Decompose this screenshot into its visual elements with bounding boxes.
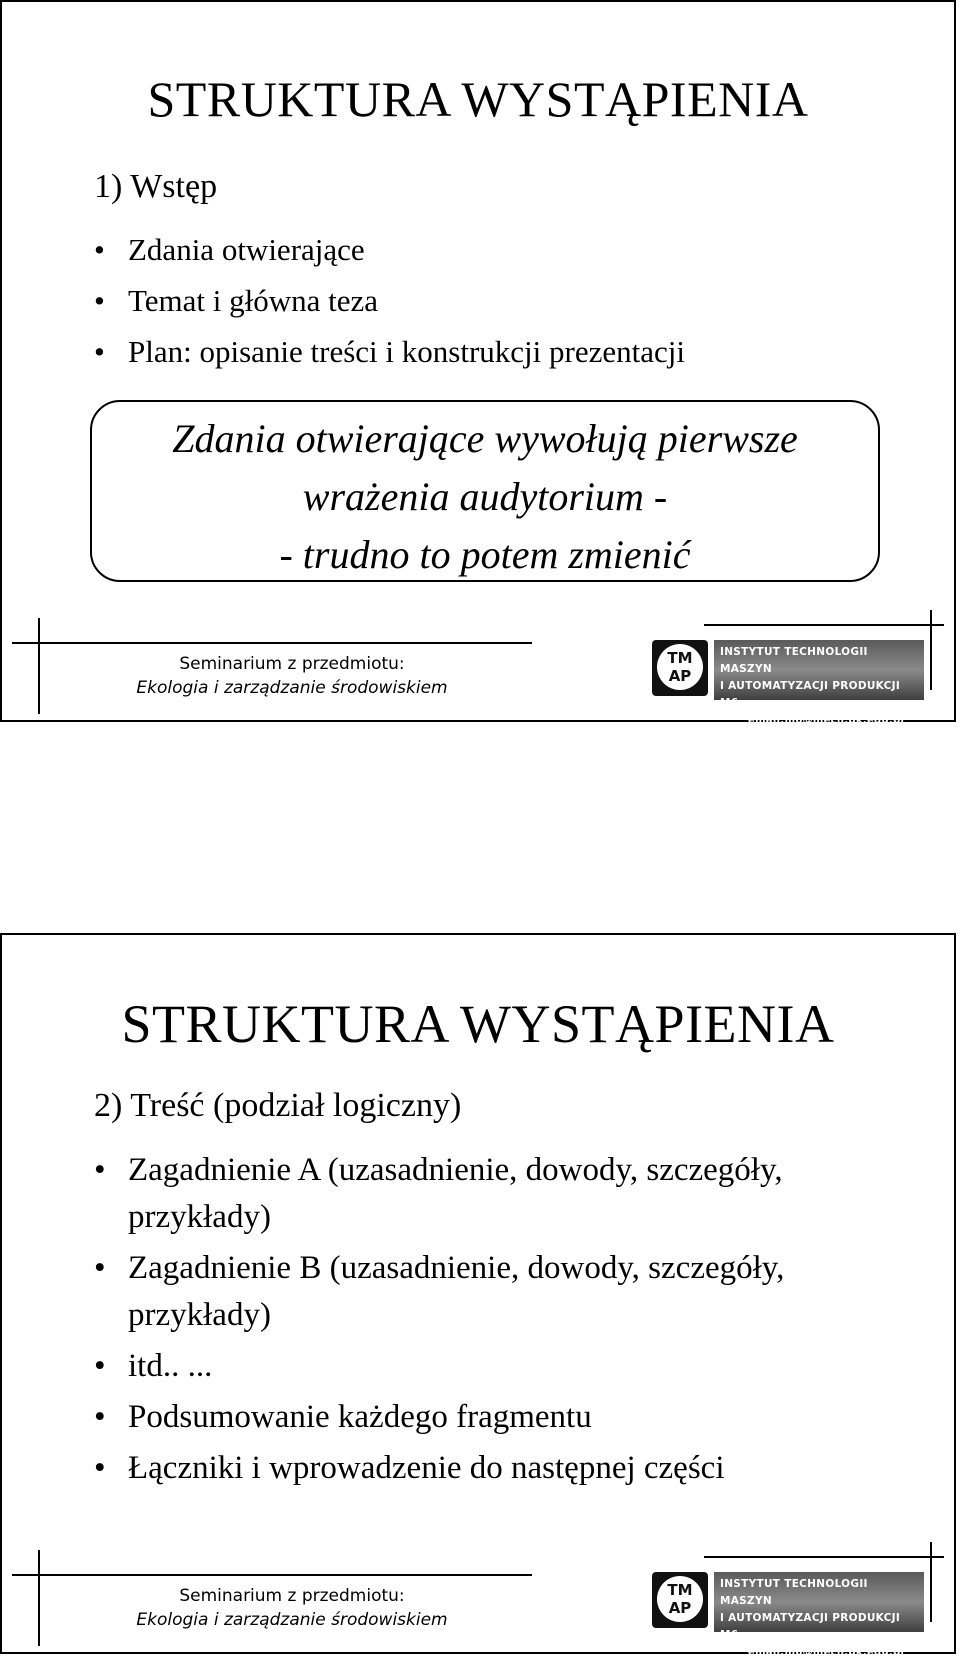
divider [930, 610, 932, 690]
bullet-icon: • [94, 1399, 106, 1435]
callout-box [90, 400, 880, 582]
divider [38, 1550, 40, 1646]
footer-caption [132, 652, 452, 700]
section-heading: 2) Treść (podział logiczny) [94, 1087, 462, 1124]
slide-footer [2, 1542, 954, 1658]
list-item: • Temat i główna teza [94, 275, 894, 326]
list-item: • Łączniki i wprowadzenie do następnej części [94, 1445, 894, 1492]
slide-title: STRUKTURA WYSTĄPIENIA [121, 994, 835, 1054]
slide-2 [0, 933, 956, 1658]
bullet-icon: • [94, 283, 105, 318]
institute-logo: TM AP [652, 640, 708, 696]
bullet-icon: • [94, 1152, 106, 1188]
list-item: • Zagadnienie B (uzasadnienie, dowody, szczegóły, przykłady) [94, 1245, 894, 1339]
institute-banner: INSTYTUT TECHNOLOGII MASZYN I AUTOMATYZACJI PRODUKCJI M6 email:m6@mech.pk.edu.pl [714, 1572, 924, 1632]
divider [704, 624, 944, 626]
divider [38, 618, 40, 714]
footer-line-2: Ekologia i zarządzanie środowiskiem [136, 678, 448, 698]
callout-line: Zdania otwierające wywołują pierwsze [172, 416, 798, 461]
callout-line: - trudno to potem zmienić [279, 532, 691, 577]
list-item: • Podsumowanie każdego fragmentu [94, 1394, 894, 1441]
footer-line-2: Ekologia i zarządzanie środowiskiem [136, 1610, 448, 1630]
list-item: • Zagadnienie A (uzasadnienie, dowody, szczegóły, przykłady) [94, 1147, 894, 1241]
bullet-icon: • [94, 232, 105, 267]
footer-caption [132, 1584, 452, 1632]
bullet-icon: • [94, 1250, 106, 1286]
institute-logo: TM AP [652, 1572, 708, 1628]
list-item: • Plan: opisanie treści i konstrukcji prezentacji [94, 326, 894, 377]
list-item: • Zdania otwierające [94, 224, 894, 275]
footer-line-1: Seminarium z przedmiotu: [179, 1586, 405, 1606]
bullet-icon: • [94, 334, 105, 369]
bullet-list [94, 224, 894, 377]
slide-title: STRUKTURA WYSTĄPIENIA [147, 71, 809, 127]
institute-banner: INSTYTUT TECHNOLOGII MASZYN I AUTOMATYZACJI PRODUKCJI M6 email:m6@mech.pk.edu.pl [714, 640, 924, 700]
list-item: • itd.. ... [94, 1343, 894, 1390]
divider [12, 1574, 532, 1576]
footer-line-1: Seminarium z przedmiotu: [179, 654, 405, 674]
divider [12, 642, 532, 644]
section-heading: 1) Wstęp [94, 168, 218, 205]
bullet-icon: • [94, 1450, 106, 1486]
divider [930, 1542, 932, 1622]
bullet-icon: • [94, 1348, 106, 1384]
divider [704, 1556, 944, 1558]
slide-1 [0, 0, 956, 726]
slide-footer [2, 610, 954, 726]
callout-line: wrażenia audytorium - [302, 474, 668, 519]
bullet-list [94, 1147, 894, 1496]
